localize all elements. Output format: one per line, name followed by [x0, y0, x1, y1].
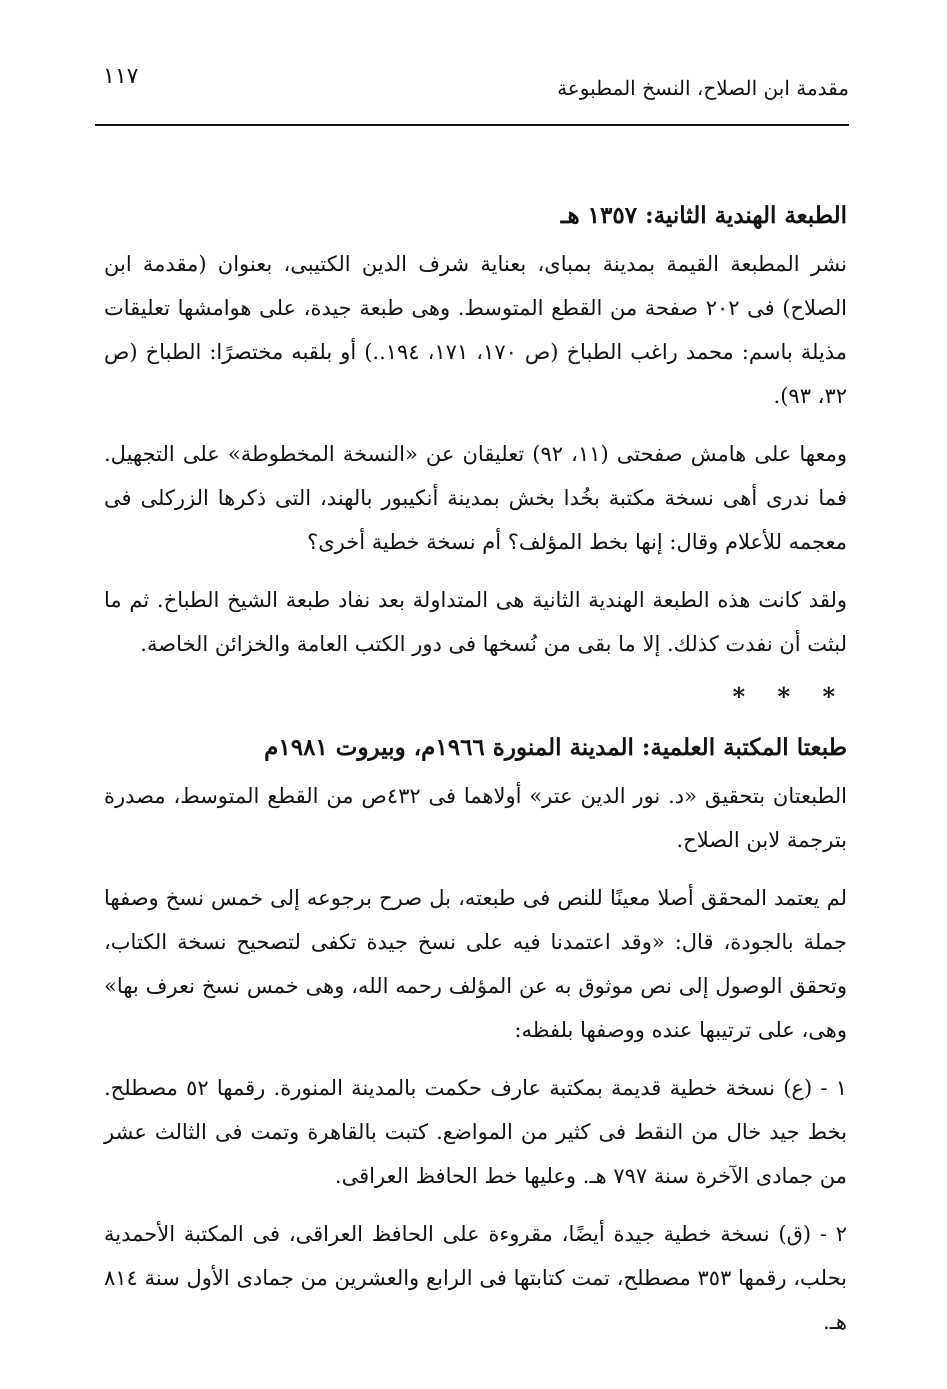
section-heading-scientific-library: طبعتا المكتبة العلمية: المدينة المنورة ١٩٦٦م، وبيروت ١٩٨١م — [264, 734, 847, 761]
paragraph: لم يعتمد المحقق أصلا معينًا للنص فى طبعته، بل صرح برجوعه إلى خمس نسخ وصفها جملة بالجودة، قال: «وقد اعتمدنا فيه على نسخ جيدة تكفى لتصحيح نسخة الكتاب، وتحقق الوصول إلى نص موثوق به عن المؤلف رحمه الله، وهى خمس نسخ نعرف بها» وهى، على ترتيبها عنده ووصفها بلفظه: — [104, 886, 847, 1042]
page-number: ١١٧ — [103, 64, 139, 89]
paragraph: الطبعتان بتحقيق «د. نور الدين عتر» أولاهما فى ٤٣٢ص من القطع المتوسط، مصدرة بترجمة لابن الصلاح. — [104, 784, 848, 852]
paragraph: ومعها على هامش صفحتى (١١، ٩٢) تعليقان عن «النسخة المخطوطة» على التجهيل. فما ندرى أهى نسخة مكتبة بخُدا بخش بمدينة أنكيبور بالهند، التى ذكرها الزركلى فى معجمه للأعلام وقال: إنها بخط المؤلف؟ أم نسخة خطية أخرى؟ — [104, 442, 848, 554]
paragraph: نشر المطبعة القيمة بمدينة بمباى، بعناية شرف الدين الكتيبى، بعنوان (مقدمة ابن الصلاح) فى ٢٠٢ صفحة من القطع المتوسط. وهى طبعة جيدة، على هوامشها تعليقات مذيلة باسم: محمد راغب الطباخ (ص ١٧٠، ١٧١، ١٩٤..) أو بلقبه مختصرًا: الطباخ (ص ٣٢، ٩٣). — [104, 252, 848, 408]
section-heading-indian-edition: الطبعة الهندية الثانية: ١٣٥٧ هـ — [560, 202, 847, 229]
section-separator: * * * — [732, 682, 847, 711]
header-rule — [95, 124, 849, 126]
paragraph: ولقد كانت هذه الطبعة الهندية الثانية هى المتداولة بعد نفاد طبعة الشيخ الطباخ. ثم ما لبثت أن نفدت كذلك. إلا ما بقى من نُسخها فى دور الكتب العامة والخزائن الخاصة. — [104, 588, 847, 656]
page-body — [104, 196, 847, 1344]
list-item: ١ - (ع) نسخة خطية قديمة بمكتبة عارف حكمت بالمدينة المنورة. رقمها ٥٢ مصطلح. بخط جيد خال من النقط فى كثير من المواضع. كتبت بالقاهرة وتمت فى الثالث عشر من جمادى الآخرة سنة ٧٩٧ هـ. وعليها خط الحافظ العراقى. — [104, 1076, 847, 1188]
running-head: مقدمة ابن الصلاح، النسخ المطبوعة — [557, 76, 849, 100]
list-item: ٢ - (ق) نسخة خطية جيدة أيضًا، مقروءة على الحافظ العراقى، فى المكتبة الأحمدية بحلب، رقمها ٣٥٣ مصطلح، تمت كتابتها فى الرابع والعشرين من جمادى الأول سنة ٨١٤ هـ. — [104, 1222, 847, 1334]
page-header — [95, 64, 849, 116]
